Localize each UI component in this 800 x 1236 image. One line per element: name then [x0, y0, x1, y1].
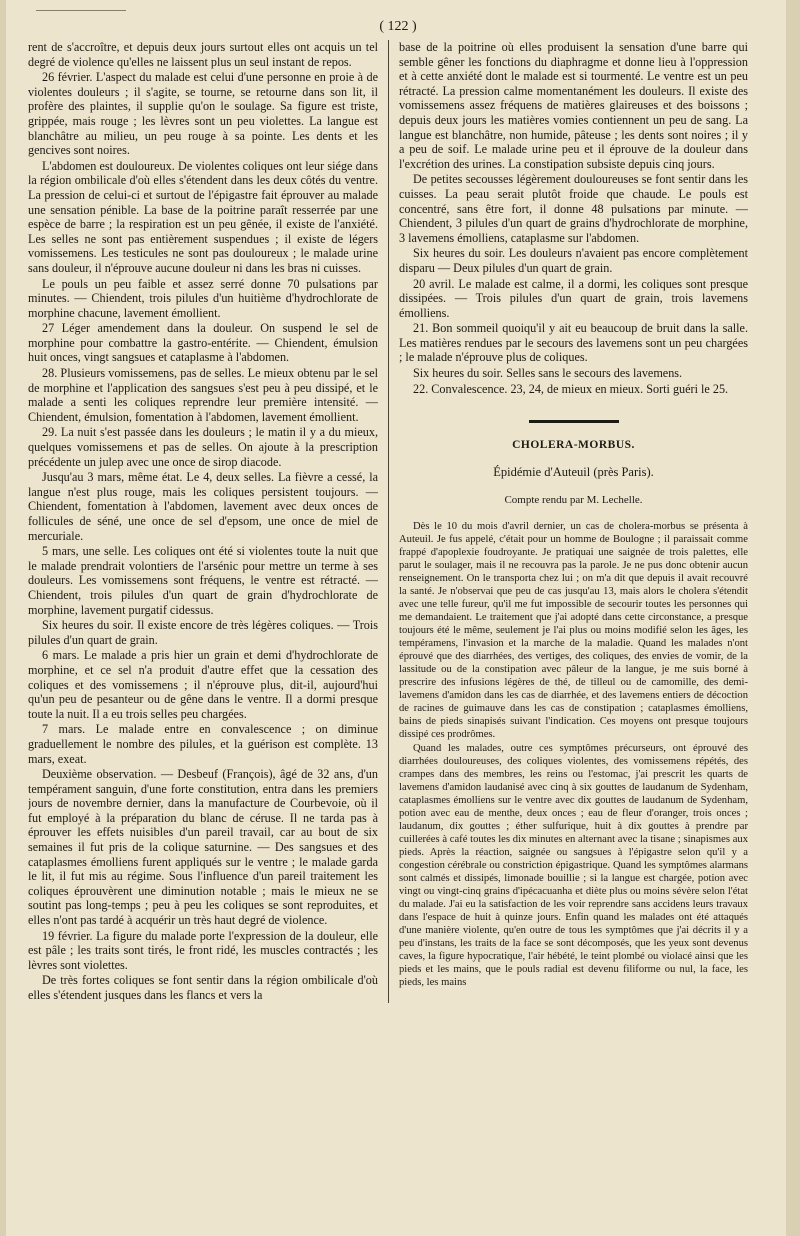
paragraph: Six heures du soir. Les douleurs n'avaient pas encore complètement disparu — Deux pilules d'un quart de grain. [399, 246, 748, 275]
paragraph: 21. Bon sommeil quoiqu'il y ait eu beaucoup de bruit dans la salle. Les matières rendues par le secours des lavemens sont un peu chargées ; le malade n'éprouve plus de coliques. [399, 321, 748, 365]
page-number: ( 122 ) [379, 19, 417, 34]
paragraph: 6 mars. Le malade a pris hier un grain et demi d'hydrochlorate de morphine, et ce sel n'a produit d'autre effet que la cessation des coliques et des vomissemens ; il n'éprouve plus, dit-il, aujourd'hui qu'un peu de pesanteur ou de gêne dans le ventre. Il a dormi presque toute la nuit. Il a eu trois selles peu chargées. [28, 648, 378, 721]
paragraph: 27 Léger amendement dans la douleur. On suspend le sel de morphine pour combattre la gastro-entérite. — Chiendent, émulsion huit onces, vingt sangsues et cataplasme à l'abdomen. [28, 321, 378, 365]
paragraph: 7 mars. Le malade entre en convalescence ; on diminue graduellement le nombre des pilules, et la guérison est complète. 13 mars, exeat. [28, 722, 378, 766]
paragraph: rent de s'accroître, et depuis deux jours surtout elles ont acquis un tel degré de violence qu'elles ne laissent plus un seul instant de repos. [28, 40, 378, 69]
right-column [388, 40, 748, 1003]
section-divider [529, 420, 619, 423]
paragraph: 5 mars, une selle. Les coliques ont été si violentes toute la nuit que le malade prendrait volontiers de l'arsénic pour mettre un terme à ses douleurs. Les vomissemens sont fréquens, le ventre est rétracté. — Chiendent, trois pilules d'un quart de grain d'hydrochlorate de morphine, lavement purgatif cidessus. [28, 544, 378, 617]
paragraph: Quand les malades, outre ces symptômes précurseurs, ont éprouvé des diarrhées douloureuses, des coliques violentes, des vomissemens répétés, des crampes dans des membres, les reins ou l'estomac, j'ai prescrit les quarts de lavemens d'amidon laudanisé avec cinq à six gouttes de laudanum de Sydenham, cataplasmes émolliens sur le ventre avec dix gouttes de laudanum de Sydenham, potion avec eau de menthe, deux onces ; eau de fleur d'oranger, trois onces ; laudanum, dix gouttes ; éther sulfurique, huit à dix gouttes à prendre par cuillerées à café toutes les dix minutes en alternant avec la tisane ; sinapismes aux pieds. Après la réaction, saignée ou sangsues à l'épigastre selon qu'il y a congestion cérébrale ou constriction épigastrique. Quand les symptômes alarmans sont calmés et dissipés, limonade bouillie ; si la langue est chargée, potion avec vingt ou vingt-cinq grains d'ipécacuanha et diète plus ou moins sévère selon l'état du malade. J'ai eu la satisfaction de les voir reprendre sans accidens leurs travaux dans l'espace de huit à quinze jours. Enfin quand les malades ont été attaqués d'une manière violente, qu'en outre de tous les symptômes que j'ai décrits il y a peu d'instans, les traits de la face se sont décomposés, que les yeux sont devenus caves, la figure hypocratique, l'air hébété, le teint plombé ou violacé ainsi que les pieds et les mains, que le pouls radial est devenu filiforme ou nul, la face, les pieds, les mains [399, 743, 748, 989]
paragraph: Le pouls un peu faible et assez serré donne 70 pulsations par minutes. — Chiendent, trois pilules d'un huitième d'hydrochlorate de morphine chacune, lavement émollient. [28, 276, 378, 320]
paragraph: Jusqu'au 3 mars, même état. Le 4, deux selles. La fièvre a cessé, la langue n'est plus rouge, mais les coliques persistent toujours. — Chiendent, fomentation à l'abdomen, lavement avec deux onces de follicules de séné, une once de sel d'epsom, une once de miel de mercuriale. [28, 470, 378, 543]
paragraph: Dès le 10 du mois d'avril dernier, un cas de cholera-morbus se présenta à Auteuil. Je fus appelé, c'était pour un homme de Boulogne ; il paraissait comme frappé d'apoplexie foudroyante. Je pratiquai une saignée de trois palettes, elle parut le soulager, mais il ne recouvra pas la parole. Je ne pus donc obtenir aucun renseignement. On le transporta chez lui ; on m'a dit que depuis il avait recouvré la santé. Je n'observai que peu de cas jusqu'au 13, mais alors le cholera s'étendit avec une telle fureur, qu'il me fut impossible de secourir toutes les personnes qui me demandaient. Le traitement que j'ai adopté dans cette circonstance, a presque toujours été le même, seulement je l'ai plus ou moins modifié selon les âges, les tempéramens, l'invasion et la marche de la maladie. Quand les malades n'ont éprouvé que des diarrhées, des vertiges, des coliques, des envies de vomir, de la lassitude ou de la constipation avec pâleur de la langue, je me suis borné à prescrire des infusions légères de thé, de tilleul ou de camomille, des demi-lavemens d'amidon dans les cas de diarrhée, et des lavemens entiers de décoction de racines de guimauve dans les cas de constipation ; cataplasmes émolliens, bains de pieds sinapisés suivant l'indication. Ces moyens ont presque toujours dissipé ces prodrômes. [399, 521, 748, 741]
paragraph: 20 avril. Le malade est calme, il a dormi, les coliques sont presque dissipées. — Trois pilules d'un quart de grain, trois lavemens émolliens. [399, 276, 748, 320]
paragraph: De petites secousses légèrement douloureuses se font sentir dans les cuisses. La peau serait plutôt froide que chaude. Le pouls est concentré, sans être fort, il donne 48 pulsations par minute. — Chiendent, 3 pilules d'un quart de grains d'hydrochlorate de morphine, 3 lavemens émolliens, cataplasme sur l'abdomen. [399, 172, 748, 245]
section-byline: Compte rendu par M. Lechelle. [504, 494, 643, 507]
header-rule [36, 10, 126, 11]
left-column [28, 40, 388, 1003]
section-body [399, 520, 748, 989]
paragraph: Six heures du soir. Il existe encore de très légères coliques. — Trois pilules d'un quart de grain. [28, 618, 378, 647]
paragraph: Deuxième observation. — Desbeuf (François), âgé de 32 ans, d'un tempérament sanguin, d'une forte constitution, entra dans les premiers jours de novembre dernier, dans la manufacture de Courbevoie, où il fut employé à la préparation du blanc de céruse. Il ne tarda pas à éprouver les effets nuisibles d'un pareil travail, car au bout de six semaines il fut pris de la colique saturnine. — Des sangsues et des cataplasmes émolliens furent appliqués sur le ventre ; le malade garda le lit, il fut mis au régime. Sous l'influence d'un pareil traitement les coliques éprouvèrent une diminution notable ; mais le mieux ne se soutint pas long-temps ; peu à peu les coliques se sont reproduites, et elles n'ont pas tardé à acquérir un très haut degré de violence. [28, 767, 378, 928]
paragraph: 19 février. La figure du malade porte l'expression de la douleur, elle est pâle ; les traits sont tirés, le front ridé, les muscles contractés ; les lèvres sont violettes. [28, 928, 378, 972]
section-title: CHOLERA-MORBUS. [512, 439, 635, 452]
paragraph: 28. Plusieurs vomissemens, pas de selles. Le mieux obtenu par le sel de morphine et l'application des sangsues s'est peu à peu dissipé, et le malade a senti les coliques reprendre leur première intensité. —Chiendent, émulsion, fomentation à l'abdomen, lavement émollient. [28, 366, 378, 424]
paragraph: Six heures du soir. Selles sans le secours des lavemens. [413, 366, 683, 381]
paragraph: L'abdomen est douloureux. De violentes coliques ont leur siége dans la région ombilicale d'où elles s'étendent dans les deux côtés du ventre. La pression de celui-ci et surtout de l'épigastre fait éprouver au malade une sensation pénible. La base de la poitrine paraît resserrée par une espèce de barre ; la respiration est un peu gênée, il existe de l'anxiété. Les selles ne sont pas entièrement suspendues ; il existe de légers vomissemens. Les testicules ne sont pas douloureux ; le malade urine sans douleur, il n'éprouve aucune douleur ni dans les bras ni cuisses. [28, 158, 378, 275]
paragraph: base de la poitrine où elles produisent la sensation d'une barre qui semble gêner les fonctions du diaphragme et donne lieu à l'oppression et à cette anxiété dont le malade est si tourmenté. Le ventre est un peu rétracté. La pression calme momentanément les douleurs. Il existe des vomissemens assez fréquens de matières glaireuses et des boissons ; depuis deux jours les matières vomies contiennent un peu de sang. La langue est blanchâtre, non humide, pâteuse ; les dents sont noires ; il y a peu de soif. Le malade urine peu et il éprouve de la douleur dans l'excrétion des urines. La constipation subsiste depuis cinq jours. [399, 40, 748, 171]
two-column-body [28, 40, 768, 1003]
document-page [6, 0, 786, 1236]
paragraph: 22. Convalescence. 23, 24, de mieux en mieux. Sorti guéri le 25. [413, 381, 729, 396]
section-subtitle: Épidémie d'Auteuil (près Paris). [493, 465, 654, 480]
paragraph: 29. La nuit s'est passée dans les douleurs ; le matin il y a du mieux, quelques vomissemens et pas de selles. On ajoute à la prescription précédente un julep avec une once de sirop diacode. [28, 425, 378, 469]
paragraph: De très fortes coliques se font sentir dans la région ombilicale d'où elles s'étendent jusques dans les flancs et vers la [28, 973, 378, 1002]
paragraph: 26 février. L'aspect du malade est celui d'une personne en proie à de violentes douleurs ; il s'agite, se tourne, se retourne dans son lit, il profère des plaintes, il supplie qu'on le soulage. Sa figure est triste, grippée, mais rouge ; les lèvres sont un peu violettes. La langue est blanchâtre au milieu, un peu rouge à sa pointe. Les dents et les gencives sont noires. [28, 70, 378, 158]
